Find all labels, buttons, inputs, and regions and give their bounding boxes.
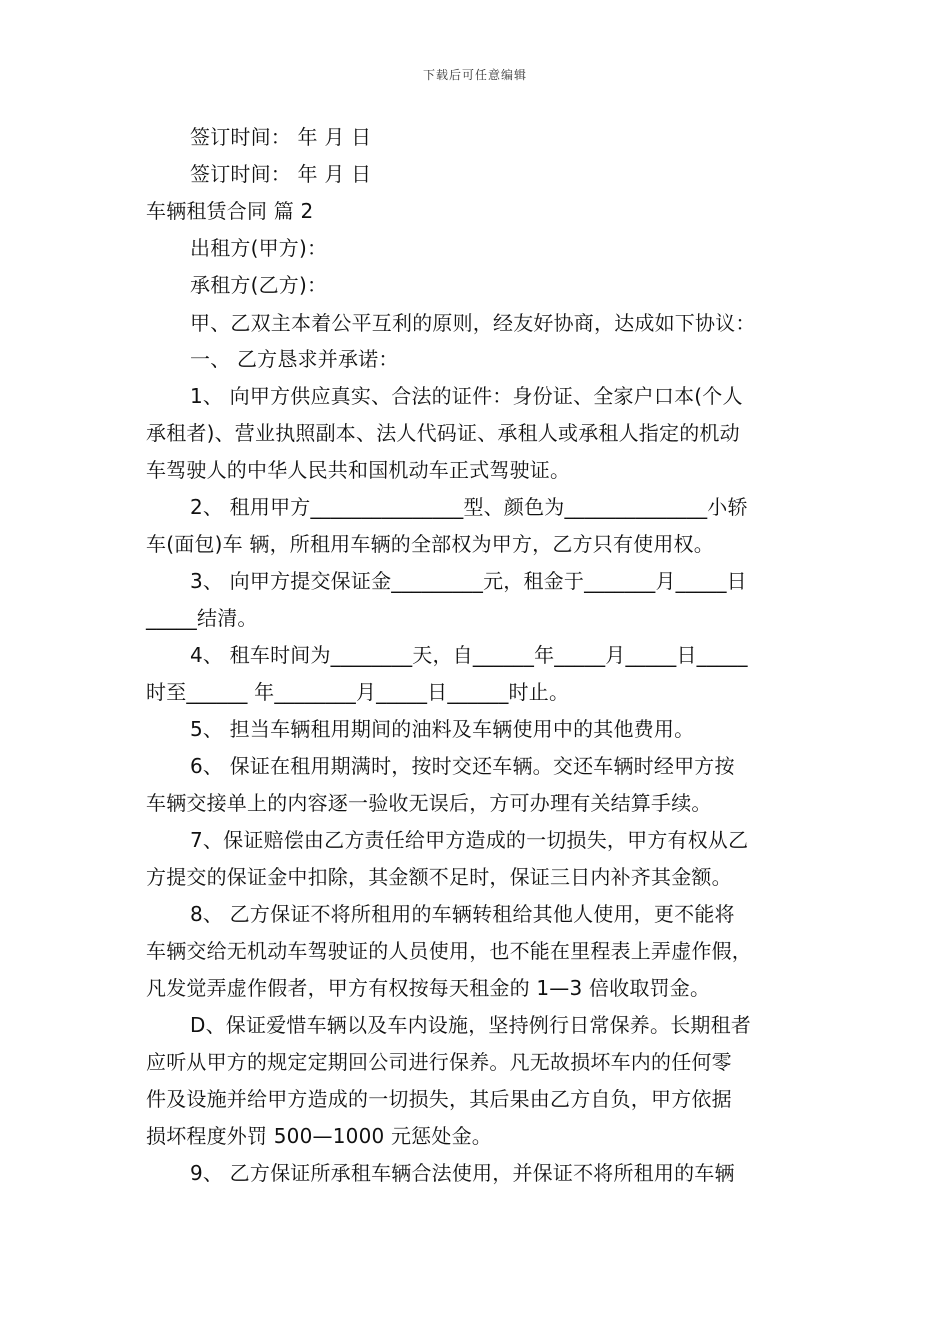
clause-1-line-1: 1、 向甲方供应真实、合法的证件：身份证、全家户口本(个人 bbox=[190, 384, 743, 408]
clause-1-line-3: 车驾驶人的中华人民共和国机动车正式驾驶证。 bbox=[146, 458, 571, 482]
agreement-intro: 甲、乙双主本着公平互利的原则，经友好协商，达成如下协议： bbox=[190, 311, 756, 335]
section-title: 车辆租赁合同 篇 2 bbox=[146, 199, 314, 223]
header-note: 下载后可任意编辑 bbox=[422, 68, 527, 82]
clause-7-line-1: 7、保证赔偿由乙方责任给甲方造成的一切损失，甲方有权从乙 bbox=[190, 828, 749, 852]
clause-3-line-1: 3、 向甲方提交保证金_________元，租金于_______月_____日 bbox=[190, 569, 747, 593]
clause-8-line-3: 凡发觉弄虚作假者，甲方有权按每天租金的 1—3 倍收取罚金。 bbox=[146, 976, 711, 1000]
clause-6-line-1: 6、 保证在租用期满时，按时交还车辆。交还车辆时经甲方按 bbox=[190, 754, 735, 778]
clause-5-line-1: 5、 担当车辆租用期间的油料及车辆使用中的其他费用。 bbox=[190, 717, 695, 741]
clause-6-line-2: 车辆交接单上的内容逐一验收无误后，方可办理有关结算手续。 bbox=[146, 791, 712, 815]
sign-date-line-2: 签订时间： 年 月 日 bbox=[190, 162, 372, 186]
clause-d-line-2: 应听从甲方的规定定期回公司进行保养。凡无故损坏车内的任何零 bbox=[146, 1050, 732, 1074]
clause-d-line-4: 损坏程度外罚 500—1000 元惩处金。 bbox=[146, 1124, 492, 1148]
clause-8-line-2: 车辆交给无机动车驾驶证的人员使用，也不能在里程表上弄虚作假， bbox=[146, 939, 752, 963]
lessee-line: 承租方(乙方)： bbox=[190, 273, 328, 297]
clause-7-line-2: 方提交的保证金中扣除，其金额不足时，保证三日内补齐其金额。 bbox=[146, 865, 732, 889]
clause-8-line-1: 8、 乙方保证不将所租用的车辆转租给其他人使用，更不能将 bbox=[190, 902, 735, 926]
lessor-line: 出租方(甲方)： bbox=[190, 236, 328, 260]
clause-4-line-1: 4、 租车时间为________天，自______年_____月_____日_____ bbox=[190, 643, 748, 667]
clause-3-line-2: _____结清。 bbox=[146, 606, 258, 630]
clause-4-line-2: 时至______ 年________月_____日______时止。 bbox=[146, 680, 570, 704]
clause-1-line-2: 承租者)、营业执照副本、法人代码证、承租人或承租人指定的机动 bbox=[146, 421, 740, 445]
clause-9-line-1: 9、 乙方保证所承租车辆合法使用，并保证不将所租用的车辆 bbox=[190, 1161, 735, 1185]
clause-2-line-2: 车(面包)车 辆，所租用车辆的全部权为甲方，乙方只有使用权。 bbox=[146, 532, 714, 556]
clause-heading-1: 一、 乙方恳求并承诺： bbox=[190, 347, 399, 371]
sign-date-line-1: 签订时间： 年 月 日 bbox=[190, 125, 372, 149]
clause-2-line-1: 2、 租用甲方_______________型、颜色为______________小轿 bbox=[190, 495, 748, 519]
clause-d-line-3: 件及设施并给甲方造成的一切损失，其后果由乙方自负，甲方依据 bbox=[146, 1087, 732, 1111]
clause-d-line-1: D、保证爱惜车辆以及车内设施，坚持例行日常保养。长期租者 bbox=[190, 1013, 751, 1037]
